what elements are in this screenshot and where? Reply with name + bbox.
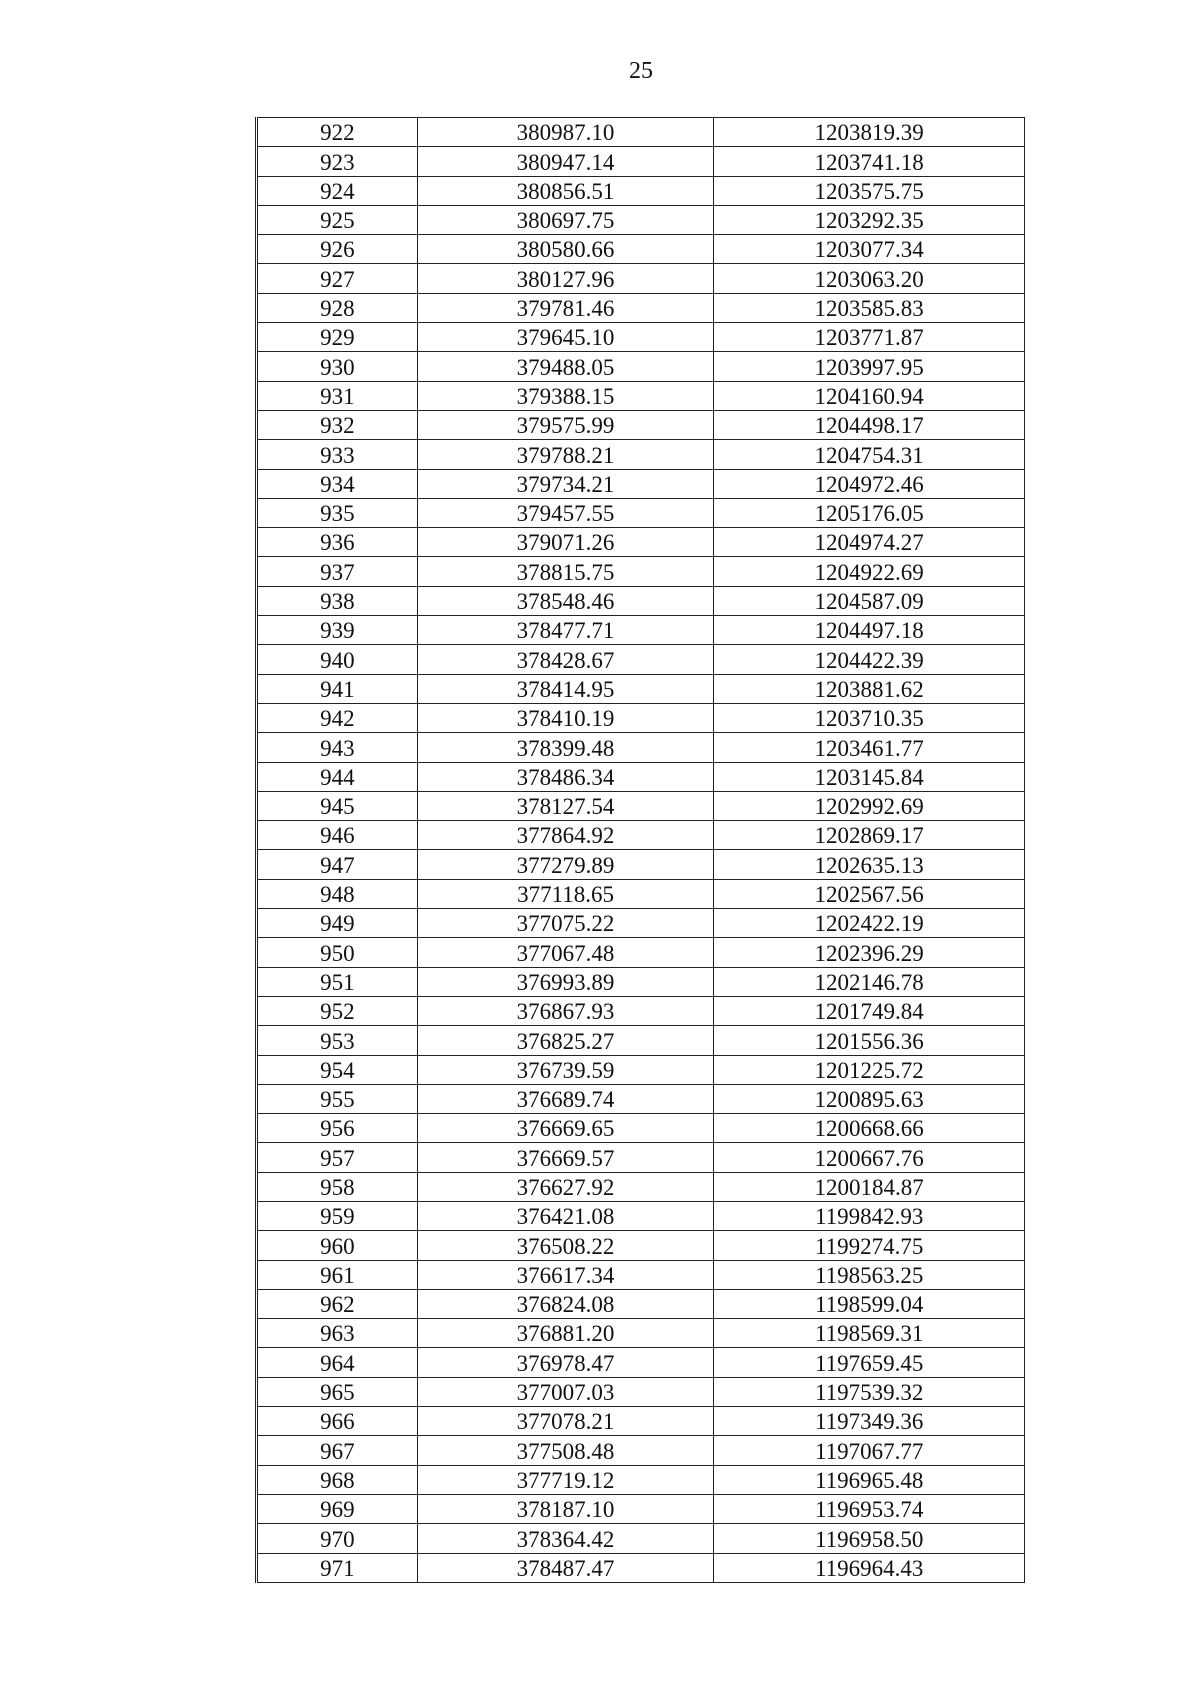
- x-coordinate-cell: 380697.75: [417, 205, 714, 234]
- point-number-cell: 939: [257, 616, 418, 645]
- x-coordinate-cell: 377279.89: [417, 850, 714, 879]
- point-number-cell: 926: [257, 235, 418, 264]
- table-row: [257, 528, 1025, 557]
- x-coordinate-cell: 376978.47: [417, 1348, 714, 1377]
- y-coordinate-cell: 1200667.76: [714, 1143, 1025, 1172]
- x-coordinate-cell: 378127.54: [417, 791, 714, 820]
- x-coordinate-cell: 377508.48: [417, 1436, 714, 1465]
- point-number-cell: 961: [257, 1260, 418, 1289]
- y-coordinate-cell: 1203881.62: [714, 674, 1025, 703]
- x-coordinate-cell: 379788.21: [417, 440, 714, 469]
- y-coordinate-cell: 1201556.36: [714, 1026, 1025, 1055]
- table-row: [257, 1524, 1025, 1553]
- x-coordinate-cell: 377007.03: [417, 1377, 714, 1406]
- y-coordinate-cell: 1196964.43: [714, 1553, 1025, 1582]
- table-row: [257, 118, 1025, 147]
- y-coordinate-cell: 1204754.31: [714, 440, 1025, 469]
- table-row: [257, 352, 1025, 381]
- y-coordinate-cell: 1204497.18: [714, 616, 1025, 645]
- point-number-cell: 956: [257, 1114, 418, 1143]
- x-coordinate-cell: 377719.12: [417, 1465, 714, 1494]
- x-coordinate-cell: 378486.34: [417, 762, 714, 791]
- point-number-cell: 954: [257, 1055, 418, 1084]
- table-row: [257, 1407, 1025, 1436]
- x-coordinate-cell: 378428.67: [417, 645, 714, 674]
- y-coordinate-cell: 1197539.32: [714, 1377, 1025, 1406]
- table-row: [257, 762, 1025, 791]
- x-coordinate-cell: 380947.14: [417, 147, 714, 176]
- point-number-cell: 955: [257, 1084, 418, 1113]
- point-number-cell: 928: [257, 293, 418, 322]
- table-row: [257, 1494, 1025, 1523]
- point-number-cell: 971: [257, 1553, 418, 1582]
- table-row: [257, 821, 1025, 850]
- point-number-cell: 966: [257, 1407, 418, 1436]
- table-row: [257, 1289, 1025, 1318]
- x-coordinate-cell: 377067.48: [417, 938, 714, 967]
- x-coordinate-cell: 378364.42: [417, 1524, 714, 1553]
- point-number-cell: 960: [257, 1231, 418, 1260]
- table-row: [257, 791, 1025, 820]
- y-coordinate-cell: 1197067.77: [714, 1436, 1025, 1465]
- x-coordinate-cell: 376825.27: [417, 1026, 714, 1055]
- x-coordinate-cell: 379781.46: [417, 293, 714, 322]
- table-row: [257, 1084, 1025, 1113]
- y-coordinate-cell: 1200895.63: [714, 1084, 1025, 1113]
- y-coordinate-cell: 1204922.69: [714, 557, 1025, 586]
- point-number-cell: 936: [257, 528, 418, 557]
- x-coordinate-cell: 376993.89: [417, 967, 714, 996]
- y-coordinate-cell: 1203292.35: [714, 205, 1025, 234]
- y-coordinate-cell: 1200668.66: [714, 1114, 1025, 1143]
- y-coordinate-cell: 1203710.35: [714, 703, 1025, 732]
- point-number-cell: 947: [257, 850, 418, 879]
- point-number-cell: 968: [257, 1465, 418, 1494]
- point-number-cell: 950: [257, 938, 418, 967]
- x-coordinate-cell: 379645.10: [417, 323, 714, 352]
- x-coordinate-cell: 380580.66: [417, 235, 714, 264]
- y-coordinate-cell: 1196965.48: [714, 1465, 1025, 1494]
- point-number-cell: 927: [257, 264, 418, 293]
- table-row: [257, 645, 1025, 674]
- y-coordinate-cell: 1203741.18: [714, 147, 1025, 176]
- table-row: [257, 1201, 1025, 1230]
- point-number-cell: 964: [257, 1348, 418, 1377]
- point-number-cell: 938: [257, 586, 418, 615]
- point-number-cell: 967: [257, 1436, 418, 1465]
- table-row: [257, 674, 1025, 703]
- x-coordinate-cell: 376739.59: [417, 1055, 714, 1084]
- point-number-cell: 934: [257, 469, 418, 498]
- x-coordinate-cell: 376421.08: [417, 1201, 714, 1230]
- table-row: [257, 1026, 1025, 1055]
- point-number-cell: 969: [257, 1494, 418, 1523]
- y-coordinate-cell: 1202869.17: [714, 821, 1025, 850]
- point-number-cell: 925: [257, 205, 418, 234]
- table-row: [257, 323, 1025, 352]
- x-coordinate-cell: 376617.34: [417, 1260, 714, 1289]
- point-number-cell: 944: [257, 762, 418, 791]
- table-row: [257, 1319, 1025, 1348]
- point-number-cell: 937: [257, 557, 418, 586]
- point-number-cell: 963: [257, 1319, 418, 1348]
- point-number-cell: 970: [257, 1524, 418, 1553]
- table-row: [257, 1143, 1025, 1172]
- table-row: [257, 264, 1025, 293]
- y-coordinate-cell: 1203575.75: [714, 176, 1025, 205]
- table-row: [257, 176, 1025, 205]
- page-number: 25: [629, 58, 653, 84]
- y-coordinate-cell: 1199274.75: [714, 1231, 1025, 1260]
- x-coordinate-cell: 377075.22: [417, 909, 714, 938]
- table-row: [257, 850, 1025, 879]
- x-coordinate-cell: 378815.75: [417, 557, 714, 586]
- y-coordinate-cell: 1203063.20: [714, 264, 1025, 293]
- y-coordinate-cell: 1202146.78: [714, 967, 1025, 996]
- table-row: [257, 1465, 1025, 1494]
- x-coordinate-cell: 380856.51: [417, 176, 714, 205]
- x-coordinate-cell: 378548.46: [417, 586, 714, 615]
- table-row: [257, 1114, 1025, 1143]
- table-row: [257, 1553, 1025, 1582]
- table-row: [257, 1348, 1025, 1377]
- y-coordinate-cell: 1198599.04: [714, 1289, 1025, 1318]
- table-row: [257, 293, 1025, 322]
- x-coordinate-cell: 376689.74: [417, 1084, 714, 1113]
- x-coordinate-cell: 376881.20: [417, 1319, 714, 1348]
- table-row: [257, 1260, 1025, 1289]
- y-coordinate-cell: 1198563.25: [714, 1260, 1025, 1289]
- point-number-cell: 924: [257, 176, 418, 205]
- table-row: [257, 147, 1025, 176]
- point-number-cell: 935: [257, 498, 418, 527]
- table-row: [257, 1172, 1025, 1201]
- x-coordinate-cell: 379575.99: [417, 410, 714, 439]
- table-row: [257, 879, 1025, 908]
- table-row: [257, 1055, 1025, 1084]
- x-coordinate-cell: 379734.21: [417, 469, 714, 498]
- x-coordinate-cell: 376824.08: [417, 1289, 714, 1318]
- table-row: [257, 1231, 1025, 1260]
- table-row: [257, 1436, 1025, 1465]
- y-coordinate-cell: 1201225.72: [714, 1055, 1025, 1084]
- point-number-cell: 923: [257, 147, 418, 176]
- point-number-cell: 932: [257, 410, 418, 439]
- x-coordinate-cell: 376669.57: [417, 1143, 714, 1172]
- table-row: [257, 703, 1025, 732]
- y-coordinate-cell: 1199842.93: [714, 1201, 1025, 1230]
- coordinates-table: [255, 117, 1025, 1583]
- y-coordinate-cell: 1204498.17: [714, 410, 1025, 439]
- point-number-cell: 940: [257, 645, 418, 674]
- x-coordinate-cell: 376508.22: [417, 1231, 714, 1260]
- point-number-cell: 951: [257, 967, 418, 996]
- coordinates-table-body: [257, 118, 1025, 1583]
- table-row: [257, 498, 1025, 527]
- y-coordinate-cell: 1203077.34: [714, 235, 1025, 264]
- y-coordinate-cell: 1204422.39: [714, 645, 1025, 674]
- y-coordinate-cell: 1204160.94: [714, 381, 1025, 410]
- table-row: [257, 469, 1025, 498]
- table-row: [257, 938, 1025, 967]
- table-row: [257, 586, 1025, 615]
- point-number-cell: 949: [257, 909, 418, 938]
- point-number-cell: 933: [257, 440, 418, 469]
- point-number-cell: 945: [257, 791, 418, 820]
- table-row: [257, 440, 1025, 469]
- x-coordinate-cell: 376669.65: [417, 1114, 714, 1143]
- x-coordinate-cell: 378399.48: [417, 733, 714, 762]
- x-coordinate-cell: 378410.19: [417, 703, 714, 732]
- point-number-cell: 942: [257, 703, 418, 732]
- table-row: [257, 1377, 1025, 1406]
- y-coordinate-cell: 1203145.84: [714, 762, 1025, 791]
- x-coordinate-cell: 378414.95: [417, 674, 714, 703]
- table-row: [257, 205, 1025, 234]
- y-coordinate-cell: 1202422.19: [714, 909, 1025, 938]
- x-coordinate-cell: 378187.10: [417, 1494, 714, 1523]
- y-coordinate-cell: 1203997.95: [714, 352, 1025, 381]
- x-coordinate-cell: 376867.93: [417, 996, 714, 1025]
- point-number-cell: 931: [257, 381, 418, 410]
- y-coordinate-cell: 1203585.83: [714, 293, 1025, 322]
- table-row: [257, 616, 1025, 645]
- point-number-cell: 957: [257, 1143, 418, 1172]
- x-coordinate-cell: 377078.21: [417, 1407, 714, 1436]
- x-coordinate-cell: 378477.71: [417, 616, 714, 645]
- y-coordinate-cell: 1203771.87: [714, 323, 1025, 352]
- y-coordinate-cell: 1202635.13: [714, 850, 1025, 879]
- y-coordinate-cell: 1202992.69: [714, 791, 1025, 820]
- point-number-cell: 953: [257, 1026, 418, 1055]
- y-coordinate-cell: 1196958.50: [714, 1524, 1025, 1553]
- x-coordinate-cell: 377118.65: [417, 879, 714, 908]
- x-coordinate-cell: 380987.10: [417, 118, 714, 147]
- y-coordinate-cell: 1197659.45: [714, 1348, 1025, 1377]
- table-row: [257, 967, 1025, 996]
- x-coordinate-cell: 380127.96: [417, 264, 714, 293]
- point-number-cell: 952: [257, 996, 418, 1025]
- point-number-cell: 930: [257, 352, 418, 381]
- y-coordinate-cell: 1196953.74: [714, 1494, 1025, 1523]
- y-coordinate-cell: 1198569.31: [714, 1319, 1025, 1348]
- y-coordinate-cell: 1202567.56: [714, 879, 1025, 908]
- point-number-cell: 962: [257, 1289, 418, 1318]
- point-number-cell: 929: [257, 323, 418, 352]
- x-coordinate-cell: 379388.15: [417, 381, 714, 410]
- x-coordinate-cell: 379488.05: [417, 352, 714, 381]
- point-number-cell: 941: [257, 674, 418, 703]
- table-row: [257, 235, 1025, 264]
- point-number-cell: 958: [257, 1172, 418, 1201]
- y-coordinate-cell: 1197349.36: [714, 1407, 1025, 1436]
- point-number-cell: 946: [257, 821, 418, 850]
- x-coordinate-cell: 379071.26: [417, 528, 714, 557]
- x-coordinate-cell: 378487.47: [417, 1553, 714, 1582]
- y-coordinate-cell: 1203461.77: [714, 733, 1025, 762]
- table-row: [257, 909, 1025, 938]
- x-coordinate-cell: 377864.92: [417, 821, 714, 850]
- point-number-cell: 948: [257, 879, 418, 908]
- table-row: [257, 996, 1025, 1025]
- x-coordinate-cell: 379457.55: [417, 498, 714, 527]
- y-coordinate-cell: 1202396.29: [714, 938, 1025, 967]
- point-number-cell: 943: [257, 733, 418, 762]
- y-coordinate-cell: 1204972.46: [714, 469, 1025, 498]
- table-row: [257, 733, 1025, 762]
- point-number-cell: 965: [257, 1377, 418, 1406]
- point-number-cell: 959: [257, 1201, 418, 1230]
- y-coordinate-cell: 1205176.05: [714, 498, 1025, 527]
- y-coordinate-cell: 1204974.27: [714, 528, 1025, 557]
- point-number-cell: 922: [257, 118, 418, 147]
- table-row: [257, 410, 1025, 439]
- y-coordinate-cell: 1203819.39: [714, 118, 1025, 147]
- table-row: [257, 381, 1025, 410]
- table-row: [257, 557, 1025, 586]
- y-coordinate-cell: 1204587.09: [714, 586, 1025, 615]
- y-coordinate-cell: 1200184.87: [714, 1172, 1025, 1201]
- y-coordinate-cell: 1201749.84: [714, 996, 1025, 1025]
- x-coordinate-cell: 376627.92: [417, 1172, 714, 1201]
